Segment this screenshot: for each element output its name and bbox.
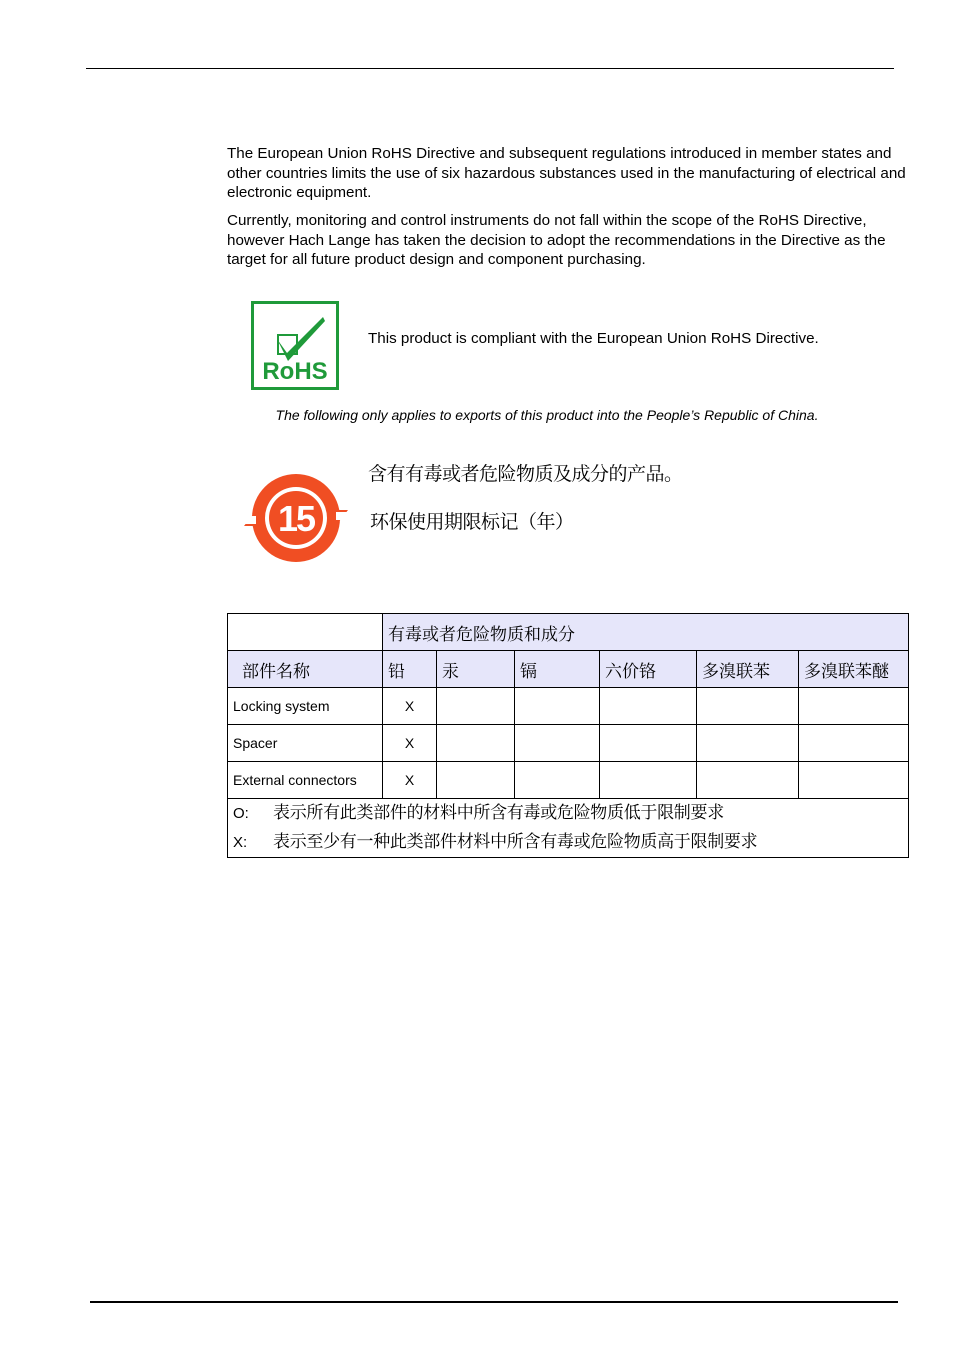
- cell-cadmium: [515, 688, 600, 725]
- legend-key: O:: [233, 805, 249, 822]
- legend-text: 表示所有此类部件的材料中所含有毒或危险物质低于限制要求: [273, 803, 724, 823]
- table-row: [228, 762, 909, 799]
- table-row: [228, 688, 909, 725]
- footer-rule: [90, 1301, 898, 1303]
- column-header-pbb: 多溴联苯: [697, 651, 799, 688]
- intro-paragraph: The European Union RoHS Directive and subsequent regulations introduced in member states and other countries limits the use of six hazardous substances used in the manufacturing of electrical and electronic equipment.: [227, 145, 906, 201]
- row-part-name: Locking system: [228, 688, 383, 725]
- china-export-note: The following only applies to exports of this product into the People’s Republic of China.: [275, 407, 819, 423]
- cell-lead: X: [383, 762, 437, 799]
- cell-cadmium: [515, 762, 600, 799]
- rohs-logo-text: RoHS: [262, 358, 328, 385]
- cell-pbb: [697, 762, 799, 799]
- legend-key: X:: [233, 834, 248, 851]
- rohs-compliance-text: This product is compliant with the European Union RoHS Directive.: [368, 330, 819, 347]
- legend-item-o: [233, 799, 903, 828]
- efup-15-logo: [238, 464, 354, 572]
- column-header-lead: 铅: [383, 651, 437, 688]
- column-header-hexavalent-chromium: 六价铬: [600, 651, 697, 688]
- cell-pbb: [697, 688, 799, 725]
- legend-item-x: [233, 828, 903, 857]
- cell-hexavalent-chromium: [600, 725, 697, 762]
- efup-label: 环保使用期限标记（年）: [370, 511, 574, 533]
- cell-mercury: [437, 688, 515, 725]
- header-rule: [86, 68, 894, 69]
- cell-pbde: [799, 762, 909, 799]
- cell-hexavalent-chromium: [600, 762, 697, 799]
- legend-cell: [228, 799, 909, 858]
- cell-pbb: [697, 725, 799, 762]
- policy-paragraph: Currently, monitoring and control instruments do not fall within the scope of the RoHS Directive, however Hach Lange has taken the decision to adopt the recommendations in the Directive as the target for all future product design and component purchasing.: [227, 212, 886, 268]
- cell-cadmium: [515, 725, 600, 762]
- hazardous-substances-table: [227, 613, 909, 858]
- cell-lead: X: [383, 688, 437, 725]
- cell-lead: X: [383, 725, 437, 762]
- hazardous-substance-statement: 含有有毒或者危险物质及成分的产品。: [368, 463, 683, 485]
- cell-pbde: [799, 725, 909, 762]
- column-header-part-name: 部件名称: [228, 651, 383, 688]
- group-header: 有毒或者危险物质和成分: [383, 614, 909, 651]
- efup-years: 15: [277, 498, 315, 539]
- cell-mercury: [437, 762, 515, 799]
- legend-row: [228, 799, 909, 858]
- cell-hexavalent-chromium: [600, 688, 697, 725]
- table-row: [228, 725, 909, 762]
- row-part-name: External connectors: [228, 762, 383, 799]
- row-part-name: Spacer: [228, 725, 383, 762]
- column-header-cadmium: 镉: [515, 651, 600, 688]
- cell-mercury: [437, 725, 515, 762]
- legend-text: 表示至少有一种此类部件材料中所含有毒或危险物质高于限制要求: [273, 832, 758, 852]
- rohs-logo: [251, 301, 339, 390]
- column-header-row: [228, 651, 909, 688]
- column-header-mercury: 汞: [437, 651, 515, 688]
- table-corner-cell: [228, 614, 383, 651]
- cell-pbde: [799, 688, 909, 725]
- column-header-pbde: 多溴联苯醚: [799, 651, 909, 688]
